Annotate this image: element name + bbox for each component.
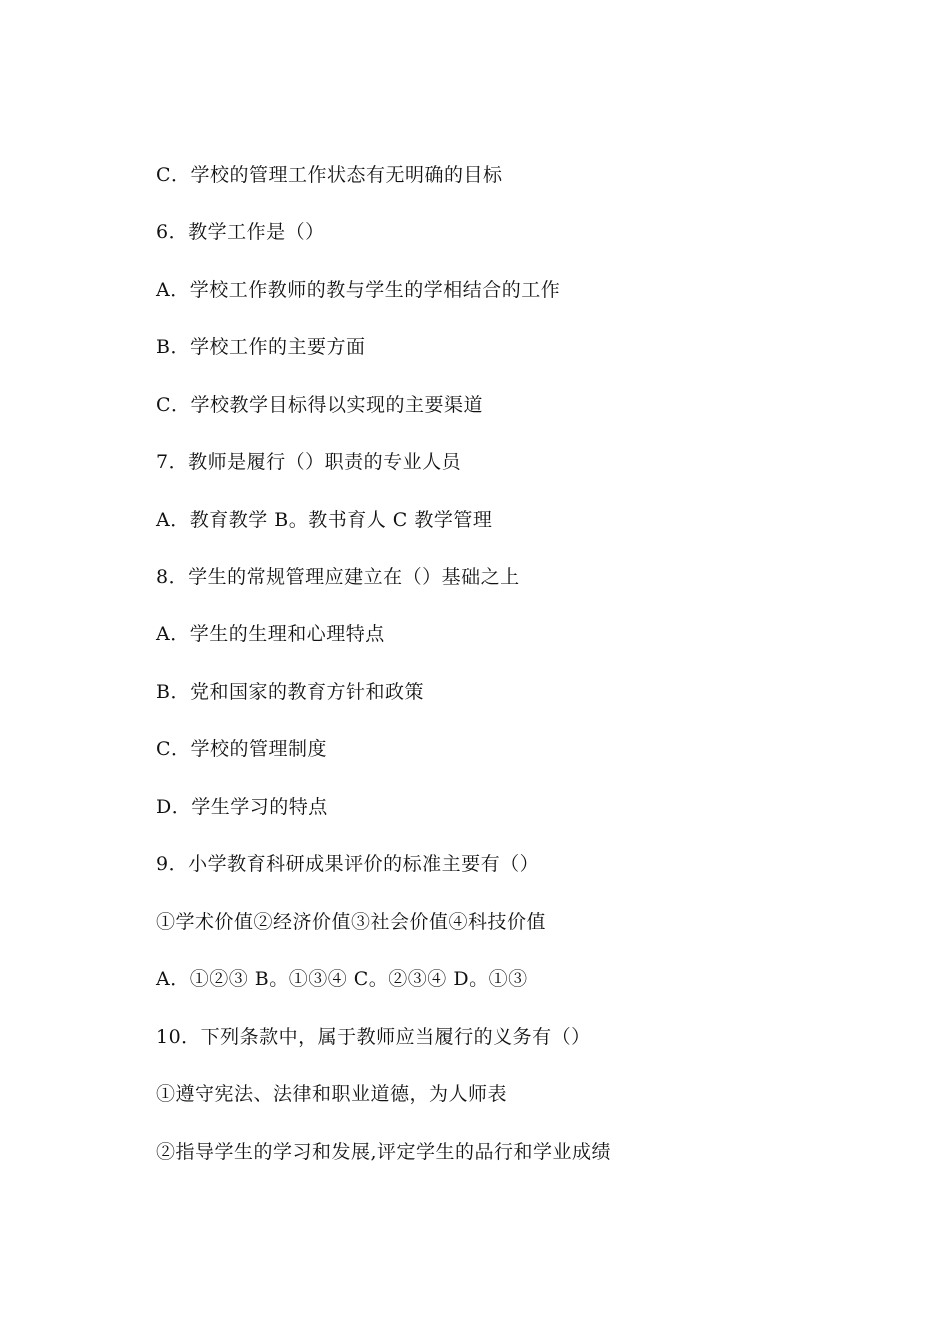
question-6: 6．教学工作是（） bbox=[156, 221, 325, 243]
option-b-q6: B．学校工作的主要方面 bbox=[156, 336, 366, 358]
option-a-q6: A．学校工作教师的教与学生的学相结合的工作 bbox=[156, 279, 561, 301]
statements-q9: ①学术价值②经济价值③社会价值④科技价值 bbox=[156, 911, 547, 933]
statement-1-q10: ①遵守宪法、法律和职业道德，为人师表 bbox=[156, 1083, 508, 1105]
option-c-q8: C．学校的管理制度 bbox=[156, 738, 328, 760]
option-a-q8: A．学生的生理和心理特点 bbox=[156, 623, 385, 645]
question-7: 7．教师是履行（）职责的专业人员 bbox=[156, 451, 462, 473]
statement-2-q10: ②指导学生的学习和发展,评定学生的品行和学业成绩 bbox=[156, 1141, 612, 1163]
option-c-q5: C．学校的管理工作状态有无明确的目标 bbox=[156, 164, 503, 186]
question-8: 8．学生的常规管理应建立在（）基础之上 bbox=[156, 566, 520, 588]
question-9: 9．小学教育科研成果评价的标准主要有（） bbox=[156, 853, 540, 875]
option-d-q8: D．学生学习的特点 bbox=[156, 796, 328, 818]
option-c-q6: C．学校教学目标得以实现的主要渠道 bbox=[156, 394, 484, 416]
question-10: 10．下列条款中，属于教师应当履行的义务有（） bbox=[156, 1026, 591, 1048]
options-q9: A．①②③ B。①③④ C。②③④ D。①③ bbox=[156, 968, 528, 990]
options-q7: A．教育教学 B。教书育人 C 教学管理 bbox=[156, 509, 493, 531]
option-b-q8: B．党和国家的教育方针和政策 bbox=[156, 681, 424, 703]
